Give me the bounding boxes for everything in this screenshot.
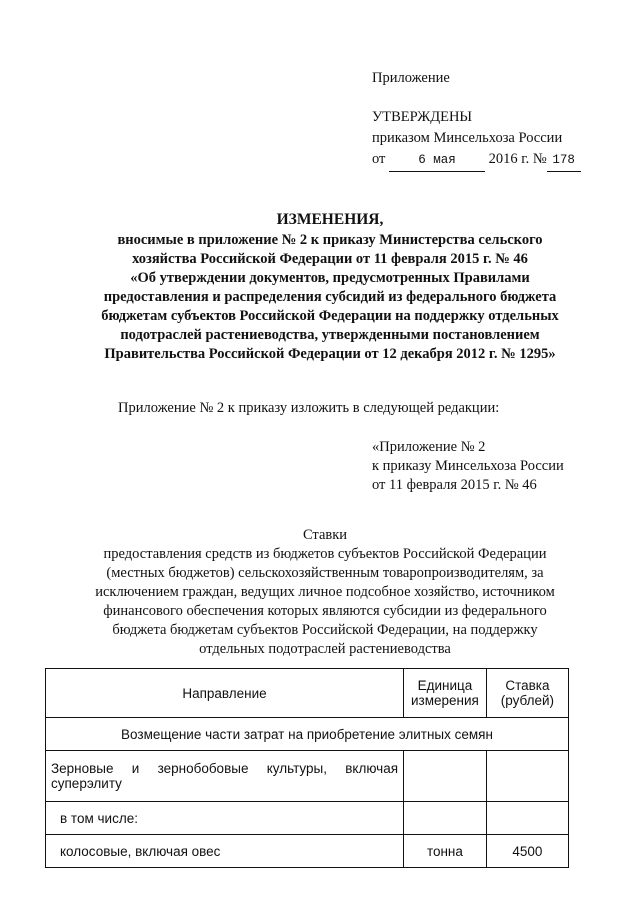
rates-table: [45, 668, 569, 868]
table-row: [46, 835, 569, 868]
intro-text: Приложение № 2 к приказу изложить в следующей редакции:: [118, 400, 500, 416]
header-direction: Направление: [46, 669, 404, 718]
section-title: Возмещение части затрат на приобретение элитных семян: [46, 718, 569, 751]
row-unit: [404, 802, 487, 835]
rates-line: отдельных подотраслей растениеводства: [199, 641, 451, 657]
rates-line: (местных бюджетов) сельскохозяйственным товаропроизводителям, за: [106, 565, 544, 581]
rates-line: финансового обеспечения которых являются субсидии из федерального: [103, 603, 547, 619]
from-label: от: [372, 151, 386, 167]
row-unit: тонна: [404, 835, 487, 868]
title-line: хозяйства Российской Федерации от 11 февраля 2015 г. № 46: [132, 251, 528, 267]
annex-line: от 11 февраля 2015 г. № 46: [372, 477, 537, 493]
row-rate: 4500: [486, 835, 568, 868]
rates-line: предоставления средств из бюджетов субъектов Российской Федерации: [103, 546, 547, 562]
year-label: 2016 г. №: [488, 151, 547, 167]
title-line: предоставления и распределения субсидий из федерального бюджета: [103, 289, 557, 305]
rates-title: [80, 526, 570, 659]
approved-label: УТВЕРЖДЕНЫ: [372, 109, 473, 125]
annex-line: «Приложение № 2: [372, 439, 486, 455]
row-label-line: Зерновые и зернобобовые культуры, включая: [51, 761, 399, 776]
row-label: [46, 751, 404, 802]
table-row: [46, 802, 569, 835]
title-line: Правительства Российской Федерации от 12 декабря 2012 г. № 1295»: [104, 346, 556, 362]
annex-block: [372, 438, 564, 495]
header-rate-line: Ставка: [505, 678, 550, 693]
title-line: «Об утверждении документов, предусмотренных Правилами: [130, 270, 530, 286]
row-rate: [486, 751, 568, 802]
header-rate-line: (рублей): [500, 693, 555, 708]
title-line: подотраслей растениеводства, утвержденными постановлением: [120, 327, 540, 343]
row-unit: [404, 751, 487, 802]
rates-line: исключением граждан, ведущих личное подсобное хозяйство, источником: [95, 584, 555, 600]
changes-title: [60, 210, 600, 364]
row-label: в том числе:: [46, 802, 404, 835]
header-unit-line: измерения: [411, 693, 479, 708]
rates-line: бюджета бюджетам субъектов Российской Федерации, на поддержку: [112, 622, 538, 638]
appendix-label: Приложение: [372, 70, 450, 86]
title-heading: ИЗМЕНЕНИЯ,: [276, 211, 384, 228]
row-label: колосовые, включая овес: [46, 835, 404, 868]
row-label-line: суперэлиту: [51, 776, 122, 791]
table-section-row: [46, 718, 569, 751]
table-header-row: [46, 669, 569, 718]
header-unit-line: Единица: [417, 678, 473, 693]
annex-line: к приказу Минсельхоза России: [372, 458, 564, 474]
order-by-label: приказом Минсельхоза России: [372, 130, 563, 146]
header-rate: [486, 669, 568, 718]
table-row: [46, 751, 569, 802]
title-line: бюджетам субъектов Российской Федерации на поддержку отдельных: [101, 308, 559, 324]
row-rate: [486, 802, 568, 835]
approval-date-line: [372, 149, 581, 172]
approval-block: [372, 68, 581, 172]
rates-heading: Ставки: [302, 527, 348, 543]
approval-number: 178: [547, 150, 581, 172]
approval-date: 6 мая: [389, 150, 485, 172]
title-line: вносимые в приложение № 2 к приказу Министерства сельского: [117, 232, 543, 248]
header-unit: [404, 669, 487, 718]
